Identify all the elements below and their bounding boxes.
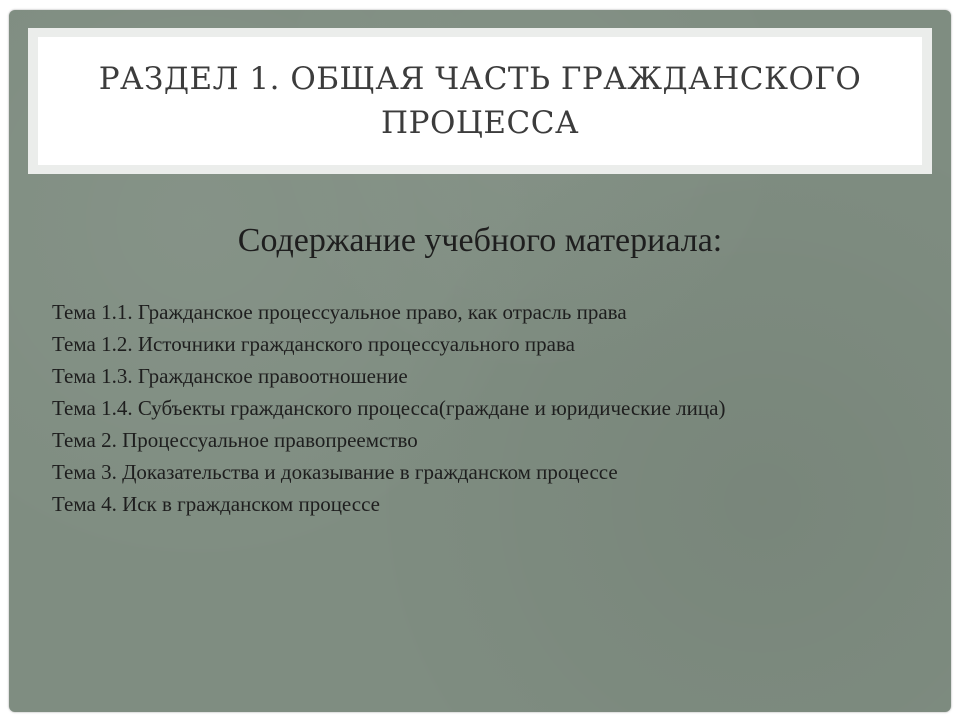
slide-title-line-2: ПРОЦЕССА bbox=[381, 105, 579, 141]
topic-item: Тема 1.4. Субъекты гражданского процесса(граждане и юридические лица) bbox=[52, 396, 726, 420]
title-box bbox=[38, 37, 922, 165]
topic-item: Тема 1.2. Источники гражданского процессуального права bbox=[52, 332, 575, 356]
slide-title-line-1: РАЗДЕЛ 1. ОБЩАЯ ЧАСТЬ ГРАЖДАНСКОГО bbox=[98, 61, 862, 97]
topic-item: Тема 2. Процессуальное правопреемство bbox=[52, 428, 418, 452]
title-band bbox=[28, 28, 932, 174]
topic-list bbox=[52, 296, 932, 520]
slide bbox=[9, 10, 951, 712]
content-subtitle: Содержание учебного материала: bbox=[237, 222, 723, 259]
topic-item: Тема 3. Доказательства и доказывание в гражданском процессе bbox=[52, 460, 618, 484]
topic-item: Тема 1.1. Гражданское процессуальное право, как отрасль права bbox=[52, 300, 627, 324]
topic-item: Тема 1.3. Гражданское правоотношение bbox=[52, 364, 408, 388]
topic-item: Тема 4. Иск в гражданском процессе bbox=[52, 492, 380, 516]
